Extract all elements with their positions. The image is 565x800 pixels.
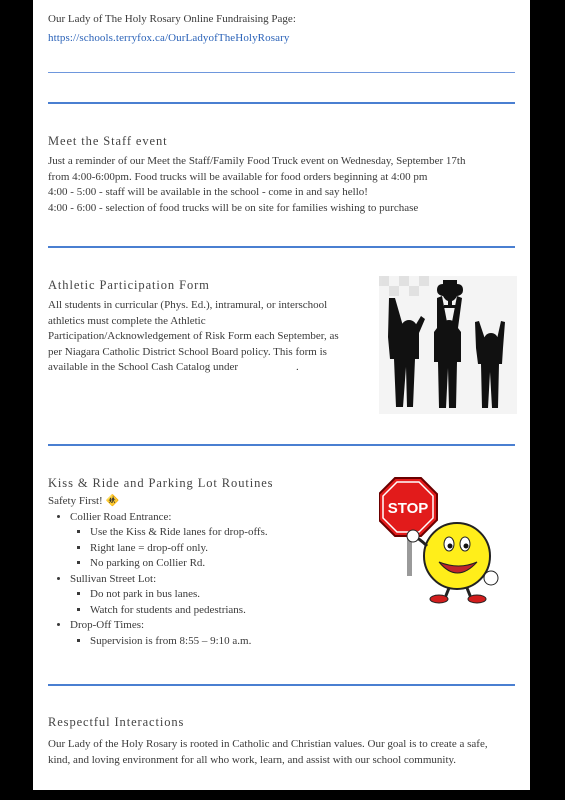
meet-staff-line: Just a reminder of our Meet the Staff/Family Food Truck event on Wednesday, September 17th: [48, 155, 466, 167]
meet-staff-title: Meet the Staff event: [48, 134, 168, 148]
stop-sign-text: STOP: [387, 500, 429, 517]
athletic-body: [48, 298, 368, 376]
fundraising-link[interactable]: https://schools.terryfox.ca/OurLadyofTheHolyRosary: [48, 31, 290, 44]
divider: [48, 444, 515, 446]
meet-staff-line: 4:00 - 5:00 - staff will be available in the school - come in and say hello!: [48, 186, 368, 198]
respectful-body: [48, 737, 518, 768]
kiss-ride-body: [48, 494, 368, 649]
divider: [48, 72, 515, 73]
kiss-ride-list: [48, 510, 368, 650]
fundraising-block: [48, 12, 296, 46]
fundraising-label: Our Lady of The Holy Rosary Online Fundraising Page:: [48, 13, 296, 25]
athletic-line: athletics must complete the Athletic: [48, 314, 206, 327]
stop-sign-smiley-image: [379, 474, 509, 604]
divider: [48, 246, 515, 248]
list-item: • Drop-Off Times: ▪ Supervision is from 8:55 – 9:10 a.m.: [70, 618, 368, 649]
meet-staff-line: 4:00 - 6:00 - selection of food trucks will be on site for families wishing to purchase: [48, 201, 419, 214]
list-item: ▪ Supervision is from 8:55 – 9:10 a.m.: [90, 634, 368, 650]
meet-staff-body: [48, 154, 518, 216]
list-item: ▪ Right lane = drop-off only.: [90, 541, 368, 557]
athletes-trophy-image: [379, 276, 517, 414]
respectful-line: kind, and loving environment for all who work, learn, and assist with our school community.: [48, 753, 457, 766]
athletic-line5-end: .: [296, 361, 299, 373]
list-item: ▪ No parking on Collier Rd.: [90, 556, 368, 572]
newsletter-page: [33, 0, 530, 790]
list-item: ▪ Use the Kiss & Ride lanes for drop-offs.: [90, 525, 368, 541]
athletic-line: All students in curricular (Phys. Ed.), intramural, or interschool: [48, 299, 328, 311]
athletic-line: [48, 360, 368, 376]
respectful-title: Respectful Interactions: [48, 715, 185, 729]
list-item: • Collier Road Entrance: ▪ Use the Kiss & Ride lanes for drop-offs. ▪ Right lane = drop-off only. ▪ No parking on Collier Rd.: [70, 510, 368, 572]
divider: [48, 102, 515, 104]
kiss-ride-title: Kiss & Ride and Parking Lot Routines: [48, 476, 274, 490]
list-item: • Sullivan Street Lot: ▪ Do not park in bus lanes. ▪ Watch for students and pedestrians.: [70, 572, 368, 619]
respectful-line: Our Lady of the Holy Rosary is rooted in Catholic and Christian values. Our goal is to create a safe,: [48, 738, 488, 750]
list-item: ▪ Do not park in bus lanes.: [90, 587, 368, 603]
athletic-line5: available in the School Cash Catalog under: [48, 361, 239, 373]
meet-staff-line: from 4:00-6:00pm. Food trucks will be available for food orders beginning at 4:00 pm: [48, 170, 428, 183]
safety-first-text: Safety First! 🚸: [48, 495, 120, 507]
athletic-line: per Niagara Catholic District School Board policy. This form is: [48, 345, 327, 358]
list-item: ▪ Watch for students and pedestrians.: [90, 603, 368, 619]
athletic-title: Athletic Participation Form: [48, 278, 210, 292]
athletic-line: Participation/Acknowledgement of Risk Form each September, as: [48, 330, 339, 342]
divider: [48, 684, 515, 686]
